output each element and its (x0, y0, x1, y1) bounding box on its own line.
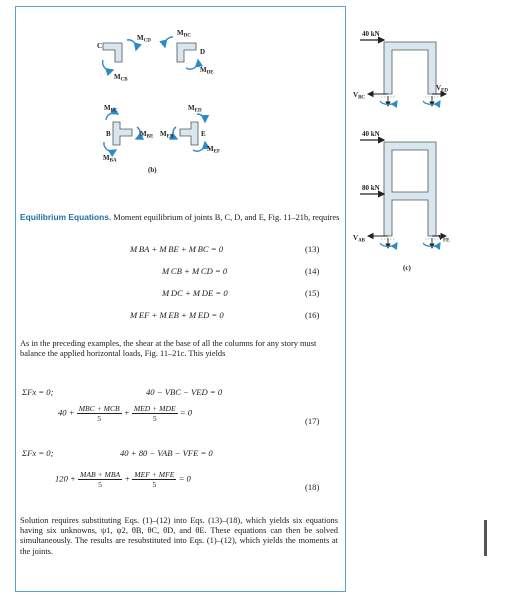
joint-d (177, 43, 196, 62)
shear-v-fe: $V_{FE}$ (438, 234, 450, 244)
label-m-ef: $M_{EF}$ (207, 145, 220, 155)
label-m-ed: $M_{ED}$ (188, 104, 202, 114)
shear-paragraph: As in the preceding examples, the shear at the base of all the columns for any story must balance the applied horizontal loads, Fig. 11–21c. This yields (20, 339, 317, 359)
load-top: 40 kN (362, 30, 380, 38)
eq18-lead: 120 + (55, 473, 76, 484)
label-m-bc: $M_{BC}$ (104, 104, 118, 114)
section-intro-text: Moment equilibrium of joints B, C, D, and E, Fig. 11–21b, requires (111, 213, 340, 222)
equation-13-number: (13) (305, 244, 320, 254)
equation-15: M DC + M DE = 0 (162, 288, 228, 298)
shear-sum-1-rhs: 40 − VBC − VED = 0 (146, 387, 223, 397)
eq17-plus: + (123, 407, 130, 418)
section-heading: Equilibrium Equations. (20, 212, 112, 222)
text-cursor-marker (484, 520, 487, 556)
eq17-lead: 40 + (58, 407, 75, 418)
equation-17-number: (17) (305, 416, 320, 426)
joint-b (113, 122, 132, 145)
section-intro (20, 212, 340, 223)
label-m-cb: $M_{CB}$ (114, 73, 128, 83)
equation-18 (55, 470, 191, 489)
equation-14-number: (14) (305, 266, 320, 276)
label-m-dc: $M_{DC}$ (177, 29, 191, 39)
equation-17 (58, 404, 192, 423)
label-d: D (200, 48, 206, 56)
label-m-be: $M_{BE}$ (140, 130, 154, 140)
figure-b-caption: (b) (148, 166, 157, 174)
label-m-eb: $M_{EB}$ (160, 130, 174, 140)
equation-13: M BA + M BE + M BC = 0 (130, 244, 224, 254)
shear-v-ed: $V_{ED}$ (436, 84, 449, 94)
label-b: B (106, 130, 111, 138)
equation-16: M EF + M EB + M ED = 0 (130, 310, 224, 320)
joint-c (103, 43, 122, 62)
eq17-frac1: $\frac{\text{MBC + MCB}}{5}$ (78, 404, 120, 423)
label-e: E (201, 130, 206, 138)
load-mid2: 80 kN (362, 184, 380, 192)
load-mid1: 40 kN (362, 130, 380, 138)
label-m-cd: $M_{CD}$ (137, 34, 151, 44)
eq18-frac2: $\frac{\text{MEF + MFE}}{5}$ (134, 470, 175, 489)
shear-v-bc: $V_{BC}$ (353, 91, 366, 101)
equation-14: M CB + M CD = 0 (162, 266, 228, 276)
equation-18-number: (18) (305, 482, 320, 492)
figure-c-caption: (c) (403, 264, 411, 272)
figure-c-frame (360, 40, 449, 248)
shear-sum-2-lhs: ΣFx = 0; (22, 448, 54, 458)
equation-16-number: (16) (305, 310, 320, 320)
label-c: C (97, 42, 103, 50)
label-m-de: $M_{DE}$ (200, 66, 214, 76)
label-m-ba: $M_{BA}$ (103, 154, 117, 164)
equation-15-number: (15) (305, 288, 320, 298)
eq18-plus: + (124, 473, 131, 484)
eq18-frac1: $\frac{\text{MAB + MBA}}{5}$ (80, 470, 121, 489)
shear-sum-2-rhs: 40 + 80 − VAB − VFE = 0 (120, 448, 213, 458)
eq18-tail: = 0 (178, 473, 191, 484)
eq17-frac2: $\frac{\text{MED + MDE}}{5}$ (133, 404, 176, 423)
solution-paragraph: Solution requires substituting Eqs. (1)–(12) into Eqs. (13)–(18), which yields six equations having six unknowns, ψ1, ψ2, θB, θC, θD, and θE. These equations can then be solved simultaneously. The results are resubstituted into Eqs. (1)–(12), which yields the moments at the joints. (20, 516, 338, 556)
shear-sum-1-lhs: ΣFx = 0; (22, 387, 54, 397)
eq17-tail: = 0 (179, 407, 193, 418)
shear-v-ab: $V_{AB}$ (353, 234, 366, 244)
joint-e (180, 122, 198, 145)
